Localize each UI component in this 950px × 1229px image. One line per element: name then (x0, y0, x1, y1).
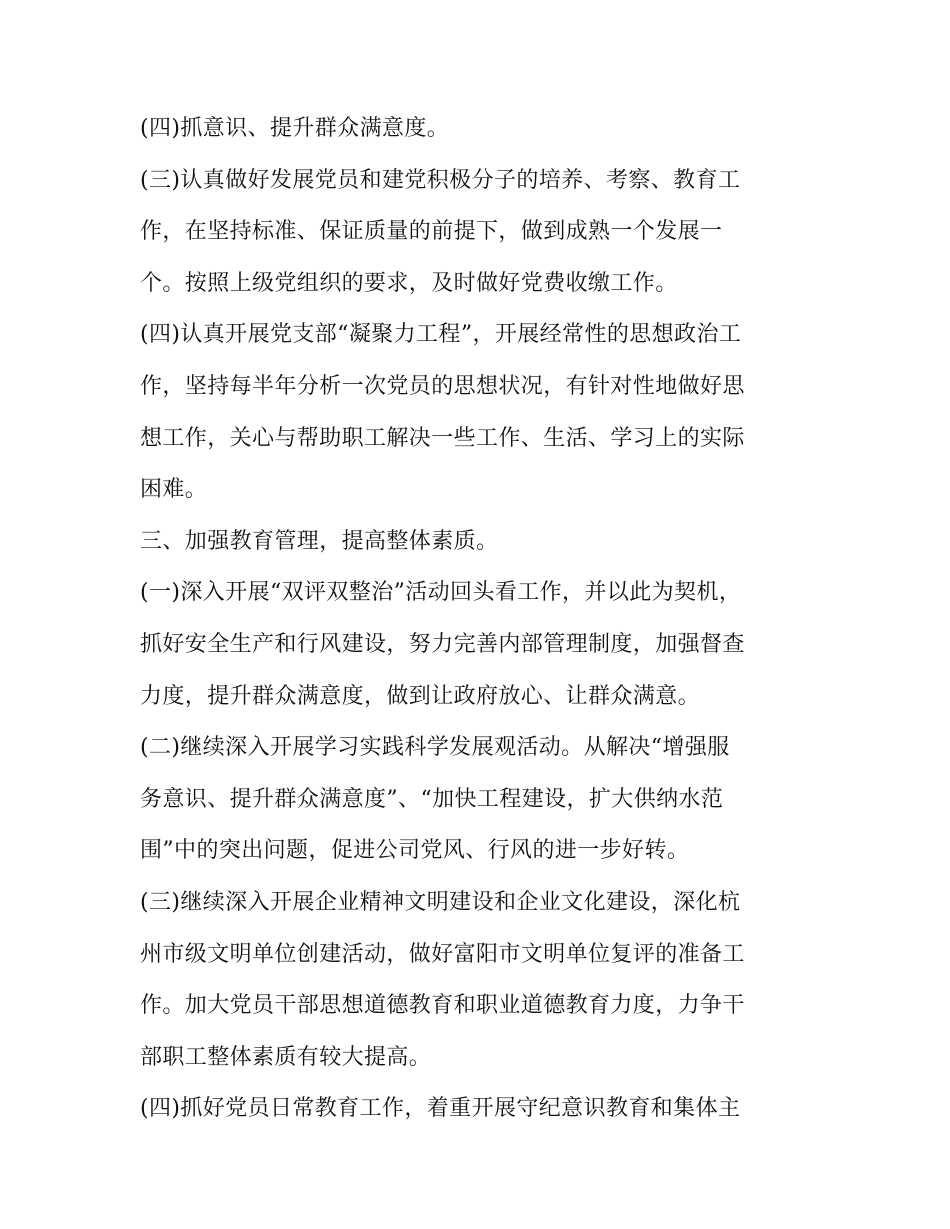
section-heading: 三、加强教育管理，提高整体素质。 (140, 528, 499, 554)
text-line: 想工作，关心与帮助职工解决一些工作、生活、学习上的实际 (140, 425, 745, 451)
text-line: (四)认真开展党支部“凝聚力工程”，开展经常性的思想政治工 (140, 322, 742, 348)
text-line: (三)认真做好发展党员和建党积极分子的培养、考察、教育工 (140, 167, 741, 193)
text-line: 州市级文明单位创建活动，做好富阳市文明单位复评的准备工 (140, 941, 745, 967)
text-line: (二)继续深入开展学习实践科学发展观活动。从解决“增强服 (140, 735, 730, 761)
text-line: (一)深入开展“双评双整治”活动回头看工作，并以此为契机， (140, 580, 742, 606)
document-body (140, 103, 812, 1135)
text-line: 作。加大党员干部思想道德教育和职业道德教育力度，力争干 (140, 993, 745, 1019)
text-line: 围”中的突出问题，促进公司党风、行风的进一步好转。 (140, 838, 690, 864)
text-line: 抓好安全生产和行风建设，努力完善内部管理制度，加强督查 (140, 631, 745, 657)
text-line: (四)抓好党员日常教育工作，着重开展守纪意识教育和集体主 (140, 1096, 741, 1122)
text-line: 作，坚持每半年分析一次党员的思想状况，有针对性地做好思 (140, 373, 745, 399)
text-line: 困难。 (140, 477, 208, 503)
text-line: 力度，提升群众满意度，做到让政府放心、让群众满意。 (140, 683, 701, 709)
text-line: 个。按照上级党组织的要求，及时做好党费收缴工作。 (140, 270, 678, 296)
text-line: 部职工整体素质有较大提高。 (140, 1044, 432, 1070)
text-line: 作，在坚持标准、保证质量的前提下，做到成熟一个发展一 (140, 219, 723, 245)
text-line: (三)继续深入开展企业精神文明建设和企业文化建设，深化杭 (140, 889, 741, 915)
text-line: (四)抓意识、提升群众满意度。 (140, 116, 450, 141)
text-line: 务意识、提升群众满意度”、“加快工程建设，扩大供纳水范 (140, 786, 724, 812)
